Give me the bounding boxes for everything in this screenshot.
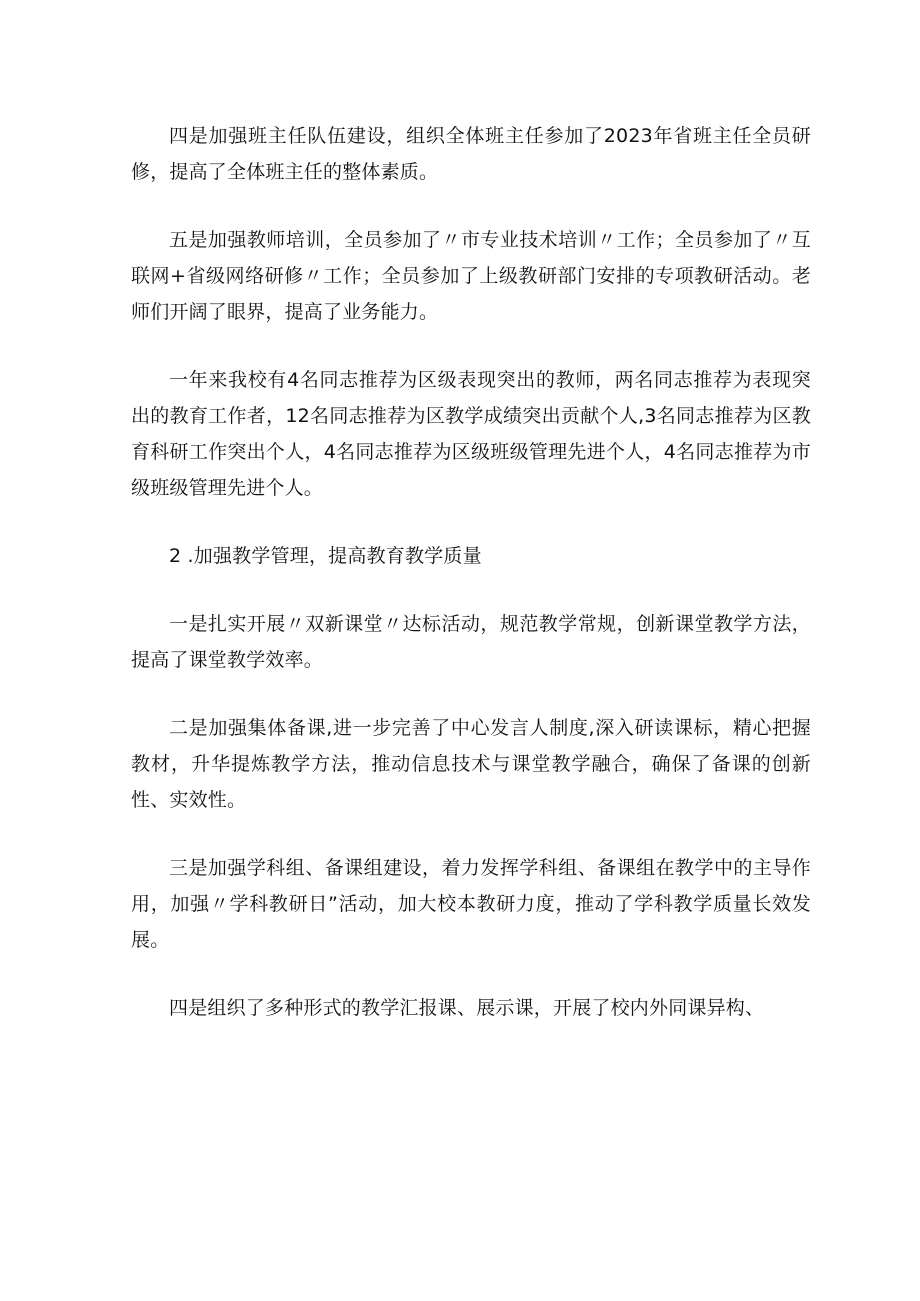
paragraph-teacher-training: 五是加强教师培训，全员参加了〃市专业技术培训〃工作；全员参加了〃互联网+省级网络研修〃工作；全员参加了上级教研部门安排的专项教研活动。老师们开阔了眼界，提高了业务能力。 — [131, 229, 812, 323]
document-body — [131, 118, 811, 1026]
paragraph-subject-group-building: 三是加强学科组、备课组建设，着力发挥学科组、备课组在教学中的主导作用，加强〃学科教研日”活动，加大校本教研力度，推动了学科教学质量长效发展。 — [131, 857, 811, 951]
section-heading-teaching-management: 2 .加强教学管理，提高教育教学质量 — [169, 545, 482, 567]
paragraph-collective-lesson-prep: 二是加强集体备课,进一步完善了中心发言人制度,深入研读课标，精心把握教材，升华提炼教学方法，推动信息技术与课堂教学融合，确保了备课的创新性、实效性。 — [131, 717, 811, 811]
paragraph-class-teacher-training: 四是加强班主任队伍建设，组织全体班主任参加了2023年省班主任全员研修，提高了全体班主任的整体素质。 — [131, 125, 811, 183]
paragraph-annual-recognition: 一年来我校有4名同志推荐为区级表现突出的教师，两名同志推荐为表现突出的教育工作者，12名同志推荐为区教学成绩突出贡献个人,3名同志推荐为区教育科研工作突出个人，4名同志推荐为区级班级管理先进个人，4名同志推荐为市级班级管理先进个人。 — [131, 369, 811, 499]
paragraph-double-new-classroom: 一是扎实开展〃双新课堂〃达标活动，规范教学常规，创新课堂教学方法，提高了课堂教学效率。 — [131, 613, 811, 671]
paragraph-demo-classes: 四是组织了多种形式的教学汇报课、展示课，开展了校内外同课异构、 — [169, 997, 765, 1019]
